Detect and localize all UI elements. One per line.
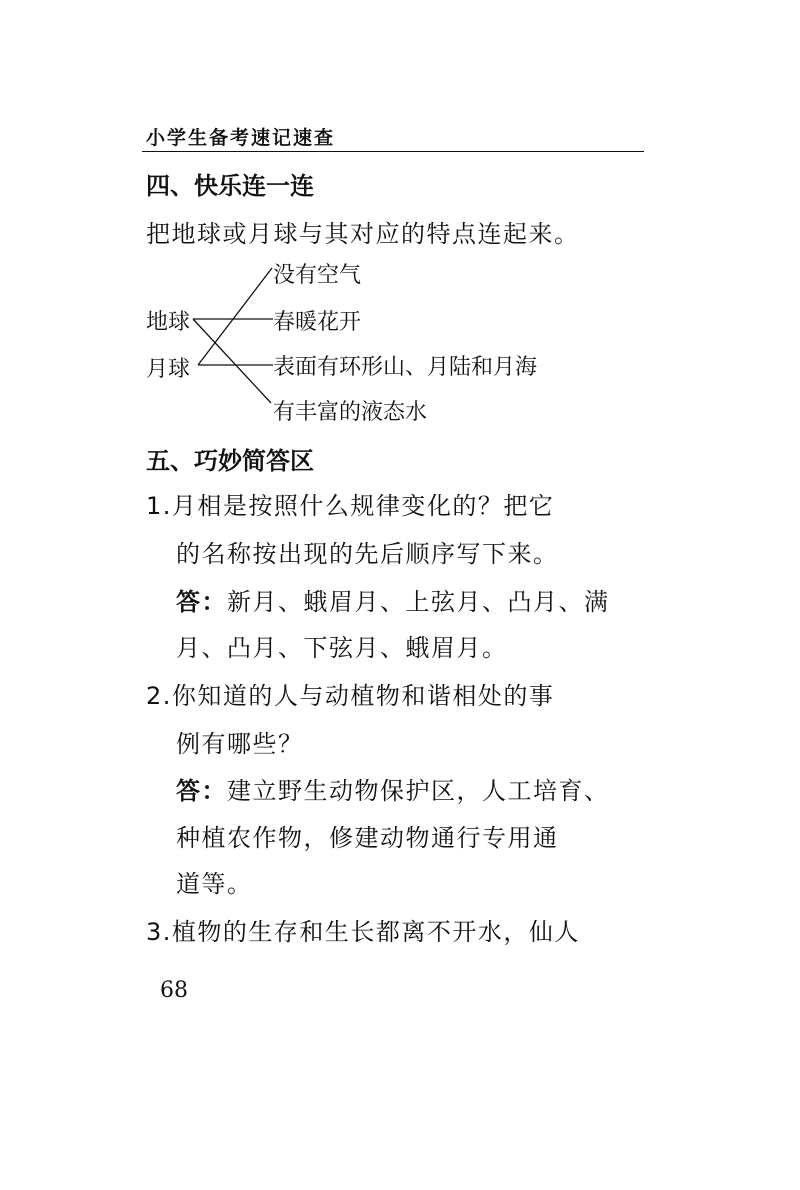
answer-2-text-1: 建立野生动物保护区，人工培育、 bbox=[227, 777, 610, 805]
line-moon-no-air bbox=[198, 268, 272, 365]
section-4-instruction: 把地球或月球与其对应的特点连起来。 bbox=[146, 220, 580, 248]
match-right-liquid-water: 有丰富的液态水 bbox=[273, 400, 428, 425]
match-right-craters: 表面有环形山、月陆和月海 bbox=[273, 355, 538, 380]
answer-2-line-2: 种植农作物，修建动物通行专用通 bbox=[176, 824, 559, 852]
answer-1-line-2: 月、凸月、下弦月、蛾眉月。 bbox=[176, 634, 508, 662]
question-2-line-2: 例有哪些？ bbox=[176, 730, 304, 758]
answer-2-line-3: 道等。 bbox=[176, 870, 253, 898]
match-left-moon: 月球 bbox=[146, 357, 191, 382]
match-right-no-air: 没有空气 bbox=[273, 263, 362, 288]
running-header: 小学生备考速记速查 bbox=[146, 127, 336, 149]
answer-label: 答： bbox=[176, 777, 227, 805]
question-2-line-1: 2.你知道的人与动植物和谐相处的事 bbox=[146, 682, 555, 710]
section-4-title: 四、快乐连一连 bbox=[146, 172, 314, 200]
page-number: 68 bbox=[160, 978, 188, 1003]
answer-1-line-1 bbox=[176, 582, 610, 617]
question-1-line-1: 1.月相是按照什么规律变化的？把它 bbox=[146, 492, 555, 520]
answer-2-line-1 bbox=[176, 771, 610, 806]
match-left-earth: 地球 bbox=[146, 310, 191, 335]
section-5-title: 五、巧妙简答区 bbox=[146, 447, 314, 475]
line-earth-water bbox=[193, 319, 271, 403]
question-3-line-1: 3.植物的生存和生长都离不开水，仙人 bbox=[146, 918, 580, 946]
question-1-line-2: 的名称按出现的先后顺序写下来。 bbox=[176, 540, 559, 568]
answer-label: 答： bbox=[176, 588, 227, 616]
match-right-spring: 春暖花开 bbox=[273, 310, 362, 335]
answer-1-text-1: 新月、蛾眉月、上弦月、凸月、满 bbox=[227, 588, 610, 616]
